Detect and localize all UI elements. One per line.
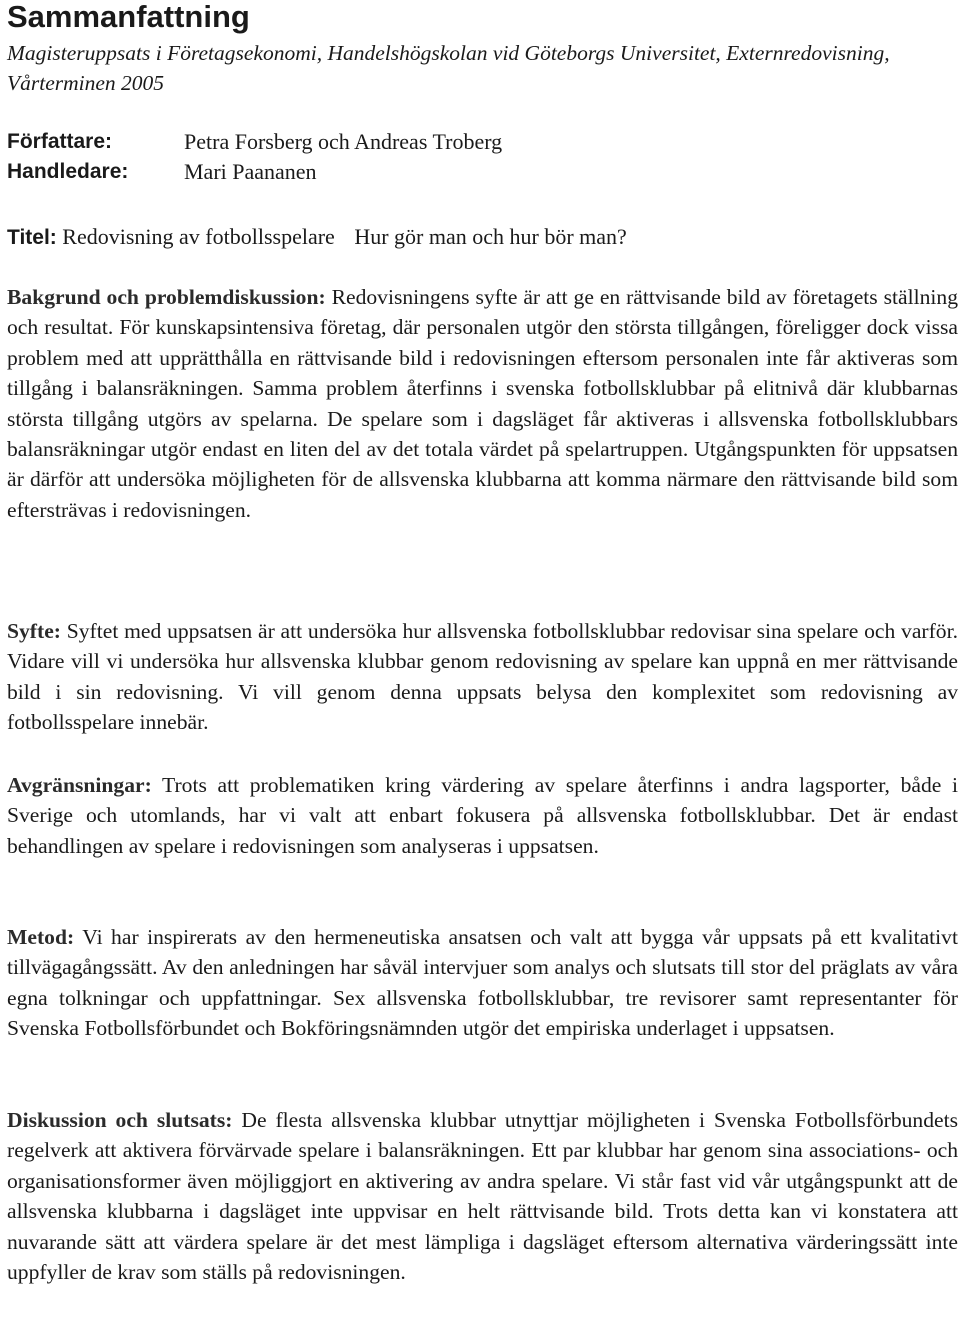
- discussion-text: De flesta allsvenska klubbar utnyttjar möjligheten i Svenska Fotbollsförbundets regelverk att aktivera förvärvade spelare i balansräkningen. Ett par klubbar har genom sina associations- och organisationsformer även möjliggjort en aktivering av andra spelare. Vi står fast vid vår utgångspunkt att de allsvenska klubbarna i dagsläget inte uppvisar en helt rättvisande bild. Trots detta kan vi konstatera att nuvarande sätt att värdera spelare är det mest lämpliga i dagsläget eftersom alternativa värderingssätt inte uppfyller de krav som ställs på redovisningen.: [7, 1108, 959, 1285]
- title-label: Titel:: [7, 226, 57, 249]
- limits-text: Trots att problematiken kring värdering av spelare återfinns i andra lagsporter, både i Sverige och utomlands, har vi valt att enbart fokusera på allsvenska fotbollsklubbar. Det är endast behandlingen av spelare i redovisningen som analyseras i uppsatsen.: [7, 773, 958, 858]
- supervisor-value: Mari Paananen: [184, 159, 317, 184]
- discussion-label: Diskussion och slutsats:: [7, 1108, 233, 1132]
- purpose-section: [7, 616, 958, 738]
- limits-label: Avgränsningar:: [7, 773, 152, 797]
- purpose-label: Syfte:: [7, 619, 61, 643]
- title-row: [7, 222, 627, 253]
- thesis-subtitle: Magisteruppsats i Företagsekonomi, Handelshögskolan vid Göteborgs Universitet, Externredovisning, Vårterminen 2005: [7, 41, 890, 95]
- limits-section: [7, 770, 958, 861]
- title-value-part2: Hur gör man och hur bör man?: [354, 224, 627, 249]
- background-text: Redovisningens syfte är att ge en rättvisande bild av företagets ställning och resultat. För kunskapsintensiva företag, där personalen utgör den största tillgången, föreligger dock vissa problem med att upprätthålla en rättvisande bild i redovisningen eftersom personalen inte får aktiveras som tillgång i balansräkningen. Samma problem återfinns i svenska fotbollsklubbar på elitnivå där klubbarnas största tillgång utgörs av spelarna. De spelare som i dagsläget får aktiveras i allsvenska fotbollsklubbars balansräkningar utgör endast en liten del av det totala värdet på spelartruppen. Utgångspunkten för uppsatsen är därför att undersöka möjligheten för de allsvenska klubbarna att komma närmare den rättvisande bild som eftersträvas i redovisningen.: [7, 285, 958, 522]
- background-section: [7, 282, 958, 525]
- title-value-part1: Redovisning av fotbollsspelare: [62, 224, 335, 249]
- background-label: Bakgrund och problemdiskussion:: [7, 285, 326, 309]
- discussion-section: [7, 1105, 958, 1287]
- method-section: [7, 922, 958, 1044]
- supervisor-label: Handledare:: [7, 160, 129, 183]
- author-label: Författare:: [7, 130, 113, 153]
- method-text: Vi har inspirerats av den hermeneutiska ansatsen och valt att bygga vår uppsats på ett kvalitativt tillvägagångssätt. Av den anledningen har såväl intervjuer som analys och slutsats till stor del präglats av våra egna tolkningar och uppfattningar. Sex allsvenska fotbollsklubbar, tre revisorer samt representanter för Svenska Fotbollsförbundet och Bokföringsnämnden utgör det empiriska underlaget i uppsatsen.: [7, 925, 958, 1041]
- purpose-text: Syftet med uppsatsen är att undersöka hur allsvenska fotbollsklubbar redovisar sina spelare och varför. Vidare vill vi undersöka hur allsvenska klubbar genom redovisning av spelare kan uppnå en mer rättvisande bild i sin redovisning. Vi vill genom denna uppsats belysa den komplexitet som redovisning av fotbollsspelare innebär.: [7, 619, 958, 735]
- method-label: Metod:: [7, 925, 75, 949]
- author-value: Petra Forsberg och Andreas Troberg: [184, 129, 503, 154]
- page-heading: Sammanfattning: [7, 0, 250, 34]
